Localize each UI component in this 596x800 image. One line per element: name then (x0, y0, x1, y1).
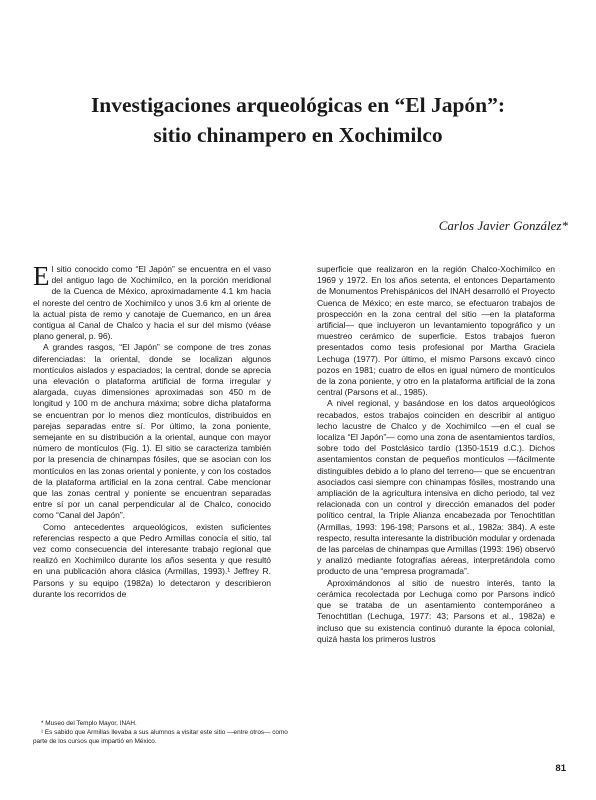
paragraph-text: l sitio conocido como “El Japón” se encuentra en el vaso del antiguo lago de Xochimilco, en la porción meridional de la Cuenca de México, aproximadamente 4.1 km hacia el noreste del centro de Xochimilco y unos 3.6 km al oriente de la actual pista de remo y canotaje de Cuemanco, en un área contigua al Canal de Chalco y hacia el sur del mismo (véase plano general, p. 96). (33, 264, 271, 342)
paragraph: Como antecedentes arqueológicos, existen suficientes referencias respecto a que Pedro Armillas conocía el sitio, tal vez como consecuencia del interesante trabajo regional que realizó en Xochimilco durante los años sesenta y que resultó en una publicación ahora clásica (Armillas, 1993).¹ Jeffrey R. Parsons y su equipo (1982a) lo detectaron y describieron durante los recorridos de (33, 521, 271, 599)
footnote: ¹ Es sabido que Armillas llevaba a sus alumnos a visitar este sitio —entre otros— como parte de los cursos que impartió en México. (33, 729, 288, 745)
page-number: 81 (555, 763, 566, 774)
paragraph (33, 261, 271, 342)
drop-cap: E (33, 261, 50, 291)
paragraph: A grandes rasgos, “El Japón” se compone de tres zonas diferenciadas: la oriental, donde se localizan algunos montículos aislados y espaciados; la central, donde se aprecia una elevación o plataforma artificial de forma irregular y alargada, cuyas dimensiones aproximadas son 450 m de longitud y 100 m de anchura máxima; sobre dicha plataforma se encuentran por lo menos diez montículos, distribuidos en parejas separadas entre sí. Por último, la zona poniente, semejante en su distribución a la oriental, aunque con mayor número de montículos (Fig. 1). El sitio se caracteriza también por la presencia de chinampas fósiles, que se asocian con los montículos en las zonas oriental y poniente, y con los costados de la plataforma artificial en la zona central. Cabe mencionar que las zonas central y poniente se encuentran separadas entre sí por un canal perpendicular al de Chalco, conocido como “Canal del Japón”. (33, 342, 271, 521)
title-line-2: sitio chinampero en Xochimilco (153, 123, 443, 147)
footnote: * Museo del Templo Mayor, INAH. (41, 720, 137, 727)
paragraph: superficie que realizaron en la región Chalco-Xochimilco en 1969 y 1972. En los años setenta, el entonces Departamento de Monumentos Prehispánicos del INAH desarrolló el Proyecto Cuenca de México; en este marco, se efectuaron trabajos de prospección en la zona central del sitio —en la plataforma artificial— que incluyeron un levantamiento topográfico y un muestreo cerámico de superficie. Estos trabajos fueron presentados como tesis profesional por Martha Graciela Lechuga (1977). Por último, el mismo Parsons excavó cinco pozos en 1981; cuatro de ellos en igual número de montículos de la zona poniente, y otro en la plataforma artificial de la zona central (Parsons et al., 1985). (317, 264, 555, 398)
article-title (0, 90, 596, 150)
author-name: Carlos Javier González* (438, 218, 568, 233)
title-line-1: Investigaciones arqueológicas en “El Japón”: (90, 93, 506, 117)
paragraph: A nivel regional, y basándose en los datos arqueológicos recabados, estos trabajos coinciden en describir al antiguo lecho lacustre de Chalco y de Xochimilco —en el cual se localiza “El Japón”— como una zona de asentamientos tardíos, sobre todo del Postclásico tardío (1350-1519 d.C.). Dichos asentamientos constan de pequeños montículos —fácilmente distinguibles debido a lo plano del terreno— que se encuentran asociados casi siempre con chinampas fósiles, mostrando una ampliación de la agricultura intensiva en dicho periodo, tal vez relacionada con un control y dirección emanados del poder político central, la Triple Alianza encabezada por Tenochtitlan (Armillas, 1993: 196-198; Parsons et al., 1982a: 384). A este respecto, resulta interesante la distribución modular y ordenada de las parcelas de chinampas que Armillas (1993: 196) observó y analizó mediante fotografías aéreas, interpretándola como producto de una “empresa programada”. (317, 398, 555, 577)
footnotes (33, 719, 293, 746)
paragraph: Aproximándonos al sitio de nuestro interés, tanto la cerámica recolectada por Lechuga como por Parsons indicó que se trataba de un asentamiento contemporáneo a Tenochtitlan (Lechuga, 1977: 43; Parsons et al., 1982a) e incluso que su existencia continuó durante la época colonial, quizá hasta los primeros lustros (317, 577, 555, 644)
left-column (33, 261, 271, 600)
right-column (317, 264, 555, 645)
